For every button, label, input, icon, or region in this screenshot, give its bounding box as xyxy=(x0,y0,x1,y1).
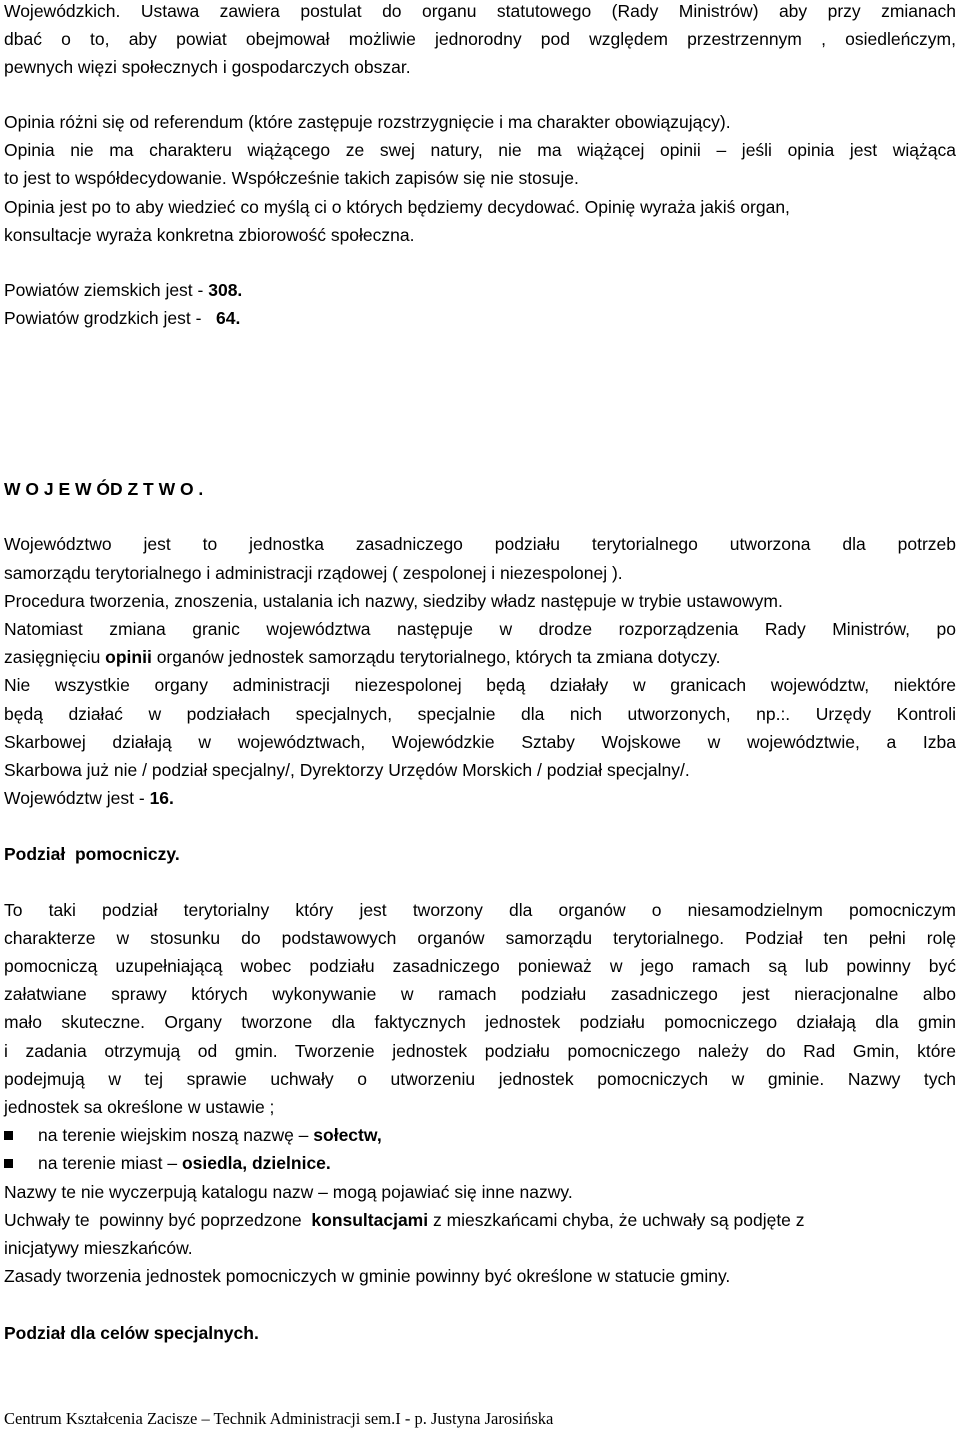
paragraph-line: Natomiast zmiana granic województwa następuje w drodze rozporządzenia Rady Ministrów, po xyxy=(4,619,956,639)
paragraph-line: i zadania otrzymują od gmin. Tworzenie jednostek podziału pomocniczego należy do Rad Gmin, które xyxy=(4,1041,956,1061)
powiaty-ziemskie-line xyxy=(4,279,956,301)
wojewodztw-value: 16. xyxy=(149,788,174,808)
bold-term-konsultacjami: konsultacjami xyxy=(311,1210,429,1230)
paragraph-line: Procedura tworzenia, znoszenia, ustalania ich nazwy, siedziby władz następuje w trybie ustawowym. xyxy=(4,591,783,611)
section-heading-specjalne: Podział dla celów specjalnych. xyxy=(4,1323,259,1343)
bold-term: osiedla, dzielnice. xyxy=(181,1153,331,1173)
paragraph-line: Opinia nie ma charakteru wiążącego ze swej natury, nie ma wiążącej opinii – jeśli opinia jest wiążąca xyxy=(4,140,956,160)
list-item-text xyxy=(38,1152,331,1174)
section-heading-pomocniczy: Podział pomocniczy. xyxy=(4,844,180,864)
text-segment: Uchwały te powinny być poprzedzone xyxy=(4,1210,312,1230)
bold-term: sołectw, xyxy=(313,1125,382,1145)
paragraph-line: podejmują w tej sprawie uchwały o utworzeniu jednostek pomocniczych w gminie. Nazwy tych xyxy=(4,1069,956,1089)
text-segment: na terenie wiejskim noszą nazwę – xyxy=(38,1125,314,1145)
paragraph-line xyxy=(4,646,956,668)
paragraph-line: konsultacje wyraża konkretna zbiorowość społeczna. xyxy=(4,225,415,245)
paragraph-line: Województwo jest to jednostka zasadniczego podziału terytorialnego utworzona dla potrzeb xyxy=(4,534,956,554)
text-segment: organów jednostek samorządu terytorialnego, których ta zmiana dotyczy. xyxy=(151,647,721,667)
square-bullet-icon xyxy=(4,1159,13,1168)
text-segment: zasięgnięciu xyxy=(4,647,106,667)
paragraph-line: samorządu terytorialnego i administracji rządowej ( zespolonej i niezespolonej ). xyxy=(4,563,623,583)
bold-term-opinii: opinii xyxy=(105,647,152,667)
text-segment: na terenie miast – xyxy=(38,1153,182,1173)
page-footer: Centrum Kształcenia Zacisze – Technik Administracji sem.I - p. Justyna Jarosińska xyxy=(4,1409,554,1428)
paragraph-line: Skarbowa już nie / podział specjalny/, Dyrektorzy Urzędów Morskich / podział specjalny/. xyxy=(4,760,690,780)
square-bullet-icon xyxy=(4,1131,13,1140)
paragraph-line: Wojewódzkich. Ustawa zawiera postulat do organu statutowego (Rady Ministrów) aby przy zmianach xyxy=(4,1,956,21)
paragraph-line xyxy=(4,1209,956,1231)
paragraph-line: inicjatywy mieszkańców. xyxy=(4,1238,193,1258)
powiaty-grodzkie-line xyxy=(4,307,956,329)
wojewodztw-count-line xyxy=(4,787,956,809)
paragraph-line: Opinia jest po to aby wiedzieć co myślą ci o których będziemy decydować. Opinię wyraża jakiś organ, xyxy=(4,197,790,217)
paragraph-line: załatwiane sprawy których wykonywanie w ramach podziału zasadniczego jest nieracjonalne albo xyxy=(4,984,956,1004)
paragraph-line: dbać o to, aby powiat obejmował możliwie jednorodny pod względem przestrzennym , osiedleńczym, xyxy=(4,29,956,49)
paragraph-line: To taki podział terytorialny który jest tworzony dla organów o niesamodzielnym pomocniczym xyxy=(4,900,956,920)
powiaty-ziemskie-value: 308. xyxy=(208,280,243,300)
paragraph-line: Opinia różni się od referendum (które zastępuje rozstrzygnięcie i ma charakter obowiązujący). xyxy=(4,112,731,132)
wojewodztw-label: Województw jest - xyxy=(4,788,150,808)
paragraph-line: pomocniczą uzupełniającą wobec podziału zasadniczego ponieważ w jego ramach są lub powinny być xyxy=(4,956,956,976)
paragraph-line: będą działać w podziałach specjalnych, specjalnie dla nich utworzonych, np.:. Urzędy Kontroli xyxy=(4,704,956,724)
text-segment: z mieszkańcami chyba, że uchwały są podjęte z xyxy=(428,1210,805,1230)
paragraph-line: pewnych więzi społecznych i gospodarczych obszar. xyxy=(4,57,411,77)
powiaty-grodzkie-label: Powiatów grodzkich jest - xyxy=(4,308,217,328)
list-item-text xyxy=(38,1124,382,1146)
paragraph-line: Nie wszystkie organy administracji niezespolonej będą działały w granicach województw, niektóre xyxy=(4,675,956,695)
paragraph-line: charakterze w stosunku do podstawowych organów samorządu terytorialnego. Podział ten pełni rolę xyxy=(4,928,956,948)
paragraph-line: mało skuteczne. Organy tworzone dla faktycznych jednostek podziału pomocniczego działają dla gmin xyxy=(4,1012,956,1032)
powiaty-grodzkie-value: 64. xyxy=(216,308,241,328)
paragraph-line: jednostek sa określone w ustawie ; xyxy=(4,1097,275,1117)
powiaty-ziemskie-label: Powiatów ziemskich jest - xyxy=(4,280,209,300)
paragraph-line: Zasady tworzenia jednostek pomocniczych w gminie powinny być określone w statucie gminy. xyxy=(4,1266,731,1286)
paragraph-line: Skarbowej działają w województwach, Wojewódzkie Sztaby Wojskowe w województwie, a Izba xyxy=(4,732,956,752)
section-heading-wojewodztwo: W O J E W ÓD Z T W O . xyxy=(4,479,204,499)
paragraph-line: to jest to współdecydowanie. Współcześnie takich zapisów się nie stosuje. xyxy=(4,168,579,188)
paragraph-line: Nazwy te nie wyczerpują katalogu nazw – mogą pojawiać się inne nazwy. xyxy=(4,1182,573,1202)
